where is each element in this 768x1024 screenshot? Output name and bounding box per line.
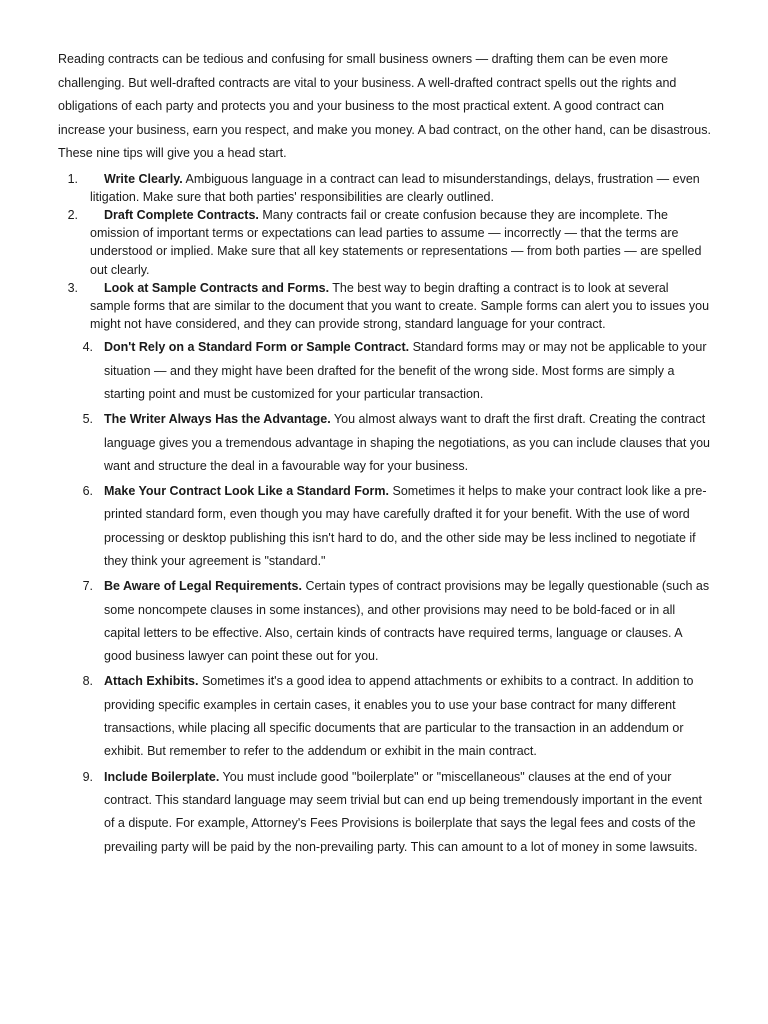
- tip-title: Draft Complete Contracts.: [104, 207, 259, 222]
- tip-title: Be Aware of Legal Requirements.: [104, 579, 302, 594]
- tip-item-1: [58, 170, 712, 206]
- tip-text: Ambiguous language in a contract can lead to misunderstandings, delays, frustration — even litigation. Make sure that both parties' responsibilities are clearly outlined.: [90, 171, 700, 204]
- tip-item-4: [58, 336, 712, 406]
- tip-title: Don't Rely on a Standard Form or Sample Contract.: [104, 340, 410, 355]
- tip-number: 2.: [67, 207, 78, 222]
- tip-item-3: [58, 279, 712, 334]
- tip-number: 6.: [82, 484, 93, 499]
- tip-text: Many contracts fail or create confusion because they are incomplete. The omission of important terms or expectations can lead parties to assume — incorrectly — that the terms are understood or implied. Make sure that all key statements or representations — from both parties — are spelled out clearly.: [90, 207, 702, 277]
- tip-title: The Writer Always Has the Advantage.: [104, 412, 331, 427]
- tip-number: 5.: [82, 412, 93, 427]
- document-page: [58, 48, 712, 859]
- tip-title: Write Clearly.: [104, 171, 183, 186]
- tip-title: Make Your Contract Look Like a Standard Form.: [104, 484, 390, 499]
- tip-number: 8.: [82, 674, 93, 689]
- tip-number: 7.: [82, 579, 93, 594]
- tip-title: Look at Sample Contracts and Forms.: [104, 280, 330, 295]
- tip-number: 1.: [67, 171, 78, 186]
- tip-text: Sometimes it helps to make your contract look like a pre-printed standard form, even though you may have carefully drafted it for your benefit. With the use of word processing or desktop publishing this isn't hard to do, and the other side may be less inclined to negotiate if they think your agreement is "standard.": [104, 484, 707, 568]
- tip-item-8: [58, 670, 712, 763]
- intro-paragraph: Reading contracts can be tedious and confusing for small business owners — drafting them can be even more challenging. But well-drafted contracts are vital to your business. A well-drafted contract spells out the rights and obligations of each party and protects you and your business to the most practical extent. A good contract can increase your business, earn you respect, and make you money. A bad contract, on the other hand, can be disastrous. These nine tips will give you a head start.: [58, 52, 711, 160]
- tip-item-5: [58, 408, 712, 478]
- tip-title: Attach Exhibits.: [104, 674, 199, 689]
- tip-text: Standard forms may or may not be applicable to your situation — and they might have been drafted for the benefit of the wrong side. Most forms are simply a starting point and must be customized for your particular transaction.: [104, 340, 707, 401]
- tip-text: You must include good "boilerplate" or "miscellaneous" clauses at the end of your contract. This standard language may seem trivial but can end up being tremendously important in the event of a dispute. For example, Attorney's Fees Provisions is boilerplate that says the legal fees and costs of the prevailing party will be paid by the non-prevailing party. This can amount to a lot of money in some lawsuits.: [104, 769, 703, 854]
- tips-list: [58, 170, 712, 859]
- tip-number: 4.: [82, 340, 93, 355]
- tip-text: Certain types of contract provisions may be legally questionable (such as some noncompete clauses in some instances), and other provisions may need to be bold-faced or in all capital letters to be effective. Also, certain kinds of contracts have required terms, language or clauses. A good business lawyer can point these out for you.: [104, 579, 710, 664]
- tip-number: 3.: [67, 280, 78, 295]
- tip-number: 9.: [82, 769, 93, 784]
- tip-title: Include Boilerplate.: [104, 769, 220, 784]
- tip-text: The best way to begin drafting a contract is to look at several sample forms that are similar to the document that you want to create. Sample forms can alert you to issues you might not have considered, and they can provide strong, standard language for your contract.: [90, 280, 710, 332]
- tip-text: You almost always want to draft the first draft. Creating the contract language gives you a tremendous advantage in shaping the negotiations, as you can include clauses that you want and structure the deal in a favourable way for your business.: [104, 412, 710, 473]
- tip-text: Sometimes it's a good idea to append attachments or exhibits to a contract. In addition to providing specific examples in certain cases, it enables you to use your base contract for many different transactions, while placing all specific documents that are particular to the transaction in an addendum or exhibit. But remember to refer to the addendum or exhibit in the main contract.: [104, 674, 694, 759]
- tip-item-9: [58, 766, 712, 859]
- tip-item-7: [58, 575, 712, 668]
- tip-item-2: [58, 206, 712, 279]
- tip-item-6: [58, 480, 712, 573]
